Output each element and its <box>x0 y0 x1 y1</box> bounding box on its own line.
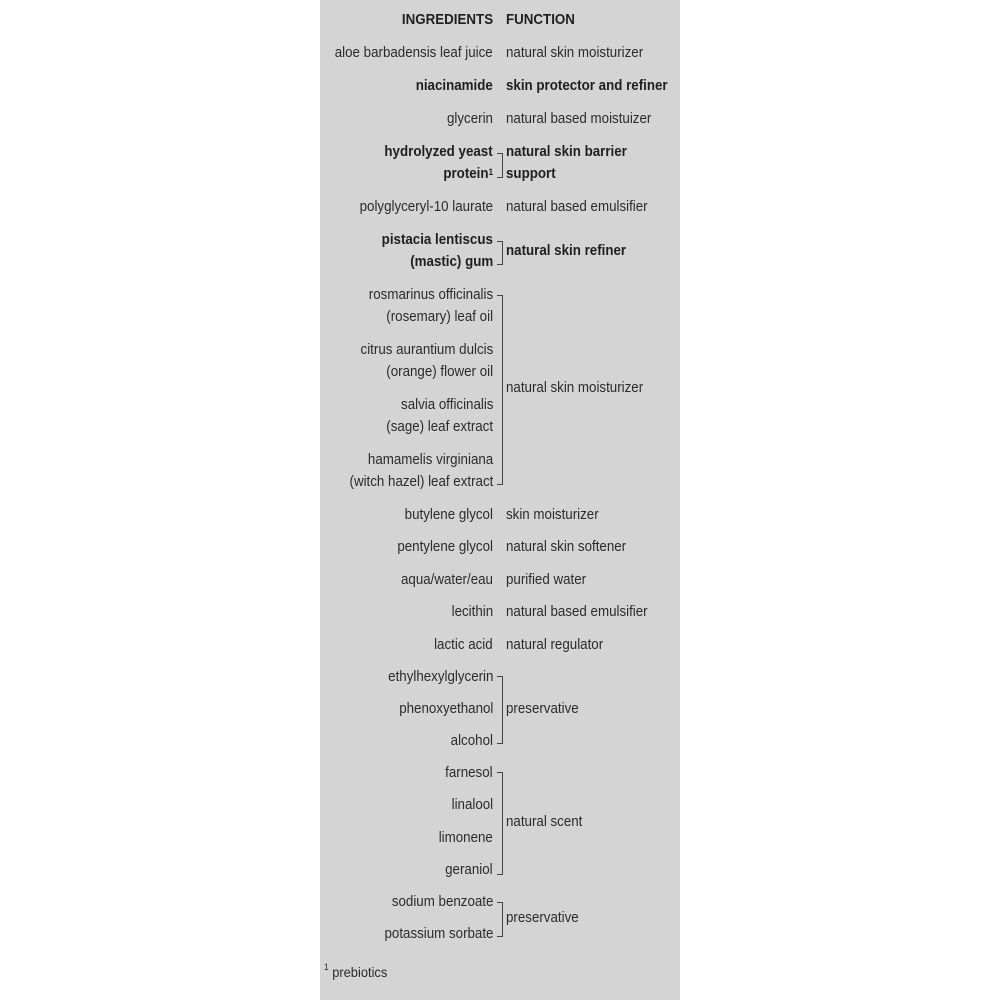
ingredient-rosemary-line1: rosmarinus officinalis <box>368 287 493 303</box>
footnote-marker-inline: 1 <box>488 167 493 177</box>
ingredient-witch-hazel-line1: hamamelis virginiana <box>367 452 493 468</box>
function-preservative-2: preservative <box>506 910 579 926</box>
ingredient-orange-line2: (orange) flower oil <box>386 364 493 380</box>
ingredient-niacinamide: niacinamide <box>415 78 493 94</box>
function-aqua: purified water <box>506 572 587 588</box>
ingredient-hydrolyzed-yeast-line1: hydrolyzed yeast <box>384 144 493 160</box>
ingredient-alcohol: alcohol <box>450 733 493 749</box>
function-polyglyceryl: natural based emulsifier <box>506 199 648 215</box>
function-aloe: natural skin moisturizer <box>506 45 644 61</box>
ingredient-polyglyceryl: polyglyceryl-10 laurate <box>359 199 493 215</box>
ingredient-geraniol: geraniol <box>445 862 493 878</box>
bracket-scent <box>497 772 503 875</box>
function-essential-oils: natural skin moisturizer <box>506 380 644 396</box>
ingredient-sage-line1: salvia officinalis <box>400 397 493 413</box>
ingredient-phenoxyethanol: phenoxyethanol <box>398 701 493 717</box>
ingredient-linalool: linalool <box>451 797 493 813</box>
ingredient-potassium-sorbate: potassium sorbate <box>383 926 493 942</box>
function-lactic-acid: natural regulator <box>506 637 604 653</box>
function-pistacia: natural skin refiner <box>506 243 627 259</box>
ingredient-hydrolyzed-yeast-line2 <box>443 166 493 183</box>
function-glycerin: natural based moistuizer <box>506 111 652 127</box>
ingredient-ethylhexylglycerin: ethylhexylglycerin <box>387 669 493 685</box>
ingredient-lecithin: lecithin <box>451 604 493 620</box>
ingredient-witch-hazel-line2: (witch hazel) leaf extract <box>349 474 493 490</box>
ingredient-limonene: limonene <box>438 830 493 846</box>
bracket-yeast <box>497 153 503 178</box>
function-yeast-line1: natural skin barrier <box>506 144 627 160</box>
ingredient-glycerin: glycerin <box>447 111 493 127</box>
footnote-text: prebiotics <box>332 964 388 980</box>
ingredient-aloe: aloe barbadensis leaf juice <box>335 45 493 61</box>
ingredient-sodium-benzoate: sodium benzoate <box>391 894 493 910</box>
function-pentylene-glycol: natural skin softener <box>506 539 627 555</box>
ingredient-farnesol: farnesol <box>445 765 493 781</box>
bracket-essential-oils <box>497 295 503 485</box>
ingredient-sage-line2: (sage) leaf extract <box>386 419 493 435</box>
bracket-preservative-2 <box>497 902 503 937</box>
function-niacinamide: skin protector and refiner <box>506 78 668 94</box>
bracket-pistacia <box>497 241 503 265</box>
ingredient-pistacia-line2: (mastic) gum <box>409 254 493 270</box>
function-scent: natural scent <box>506 814 583 830</box>
ingredient-rosemary-line2: (rosemary) leaf oil <box>386 309 493 325</box>
ingredient-aqua: aqua/water/eau <box>401 572 493 588</box>
function-yeast-line2: support <box>506 166 556 182</box>
function-preservative-1: preservative <box>506 701 579 717</box>
function-butylene-glycol: skin moisturizer <box>506 507 599 523</box>
bracket-preservative-1 <box>497 676 503 744</box>
footnote <box>324 964 387 980</box>
ingredient-butylene-glycol: butylene glycol <box>404 507 493 523</box>
ingredient-pentylene-glycol: pentylene glycol <box>397 539 493 555</box>
ingredient-orange-line1: citrus aurantium dulcis <box>360 342 493 358</box>
function-lecithin: natural based emulsifier <box>506 604 648 620</box>
footnote-marker: 1 <box>324 962 329 972</box>
ingredients-header: INGREDIENTS <box>401 12 493 28</box>
ingredient-hydrolyzed-yeast-line2-text: protein <box>443 166 489 182</box>
ingredient-pistacia-line1: pistacia lentiscus <box>381 232 493 248</box>
function-header: FUNCTION <box>506 12 575 28</box>
ingredient-lactic-acid: lactic acid <box>434 637 493 653</box>
